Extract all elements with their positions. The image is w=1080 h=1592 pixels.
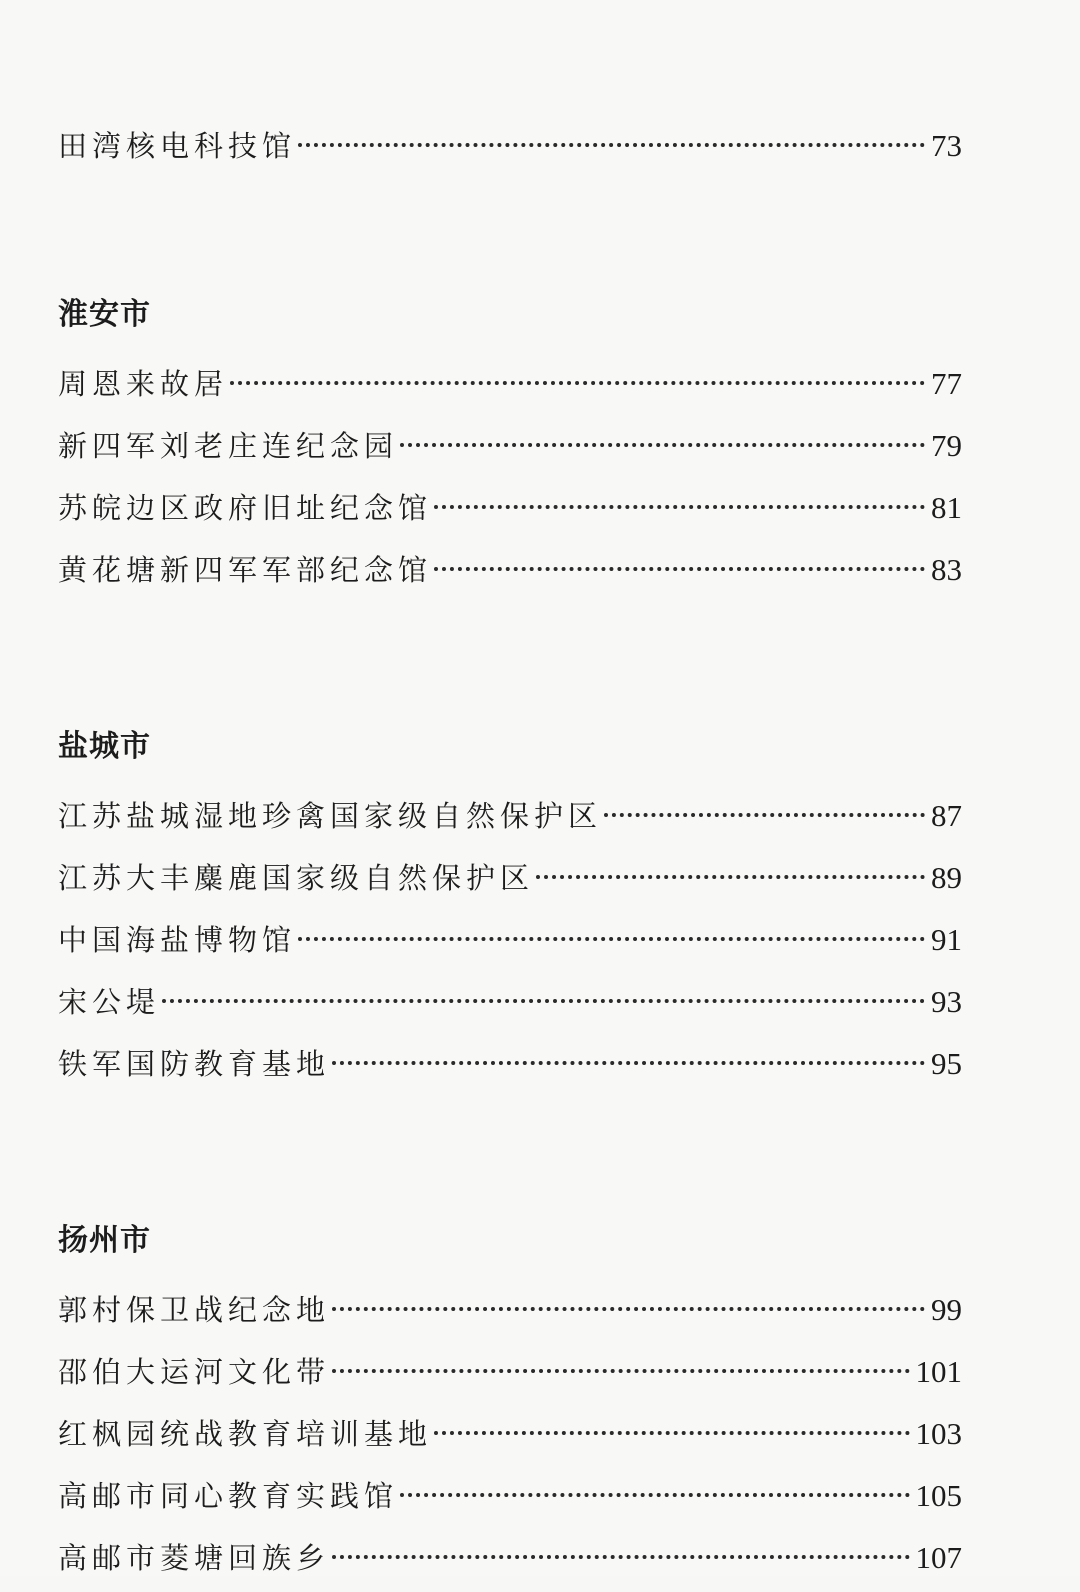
entry-title: 江苏大丰麋鹿国家级自然保护区 [58,861,535,895]
toc-entry[interactable] [58,850,962,912]
section-heading: 淮安市 [58,297,151,332]
entry-title: 高邮市菱塘回族乡 [58,1541,331,1575]
entry-page-number: 73 [931,128,962,163]
dot-leader [434,1430,909,1435]
section-spacer [58,180,962,298]
dot-leader [162,998,925,1003]
toc-section-huaian [58,298,962,604]
toc-entry[interactable] [58,418,962,480]
entry-page-number: 107 [915,1540,962,1575]
entry-title: 新四军刘老庄连纪念园 [58,429,399,463]
entry-title: 黄花塘新四军军部纪念馆 [58,553,433,587]
toc-entry[interactable] [58,480,962,542]
entry-title: 中国海盐博物馆 [58,923,297,957]
dot-leader [332,1554,909,1559]
toc-entry[interactable] [58,1344,962,1406]
entry-page-number: 89 [931,860,962,895]
toc-entry[interactable] [58,1036,962,1098]
entry-title: 江苏盐城湿地珍禽国家级自然保护区 [58,799,603,833]
dot-leader [400,442,925,447]
dot-leader [434,566,925,571]
section-heading: 盐城市 [58,729,151,764]
entry-title: 周恩来故居 [58,367,229,401]
entry-page-number: 93 [931,984,962,1019]
entry-page-number: 81 [931,490,962,525]
toc-section-yancheng [58,730,962,1098]
entry-page-number: 103 [915,1416,962,1451]
entry-page-number: 77 [931,366,962,401]
entry-page-number: 99 [931,1292,962,1327]
dot-leader [332,1060,925,1065]
toc-entry[interactable] [58,118,962,180]
entry-page-number: 87 [931,798,962,833]
section-spacer [58,604,962,730]
dot-leader [434,504,925,509]
toc-entry[interactable] [58,1406,962,1468]
entry-page-number: 79 [931,428,962,463]
entry-title: 田湾核电科技馆 [58,129,297,163]
entry-title: 铁军国防教育基地 [58,1047,331,1081]
entry-title: 红枫园统战教育培训基地 [58,1417,433,1451]
entry-title: 苏皖边区政府旧址纪念馆 [58,491,433,525]
entry-page-number: 95 [931,1046,962,1081]
toc-entry[interactable] [58,1282,962,1344]
toc-entry[interactable] [58,1468,962,1530]
toc-entry[interactable] [58,1530,962,1592]
dot-leader [400,1492,909,1497]
table-of-contents [58,118,962,1592]
dot-leader [298,936,925,941]
section-spacer [58,1098,962,1224]
section-heading: 扬州市 [58,1223,151,1258]
entry-page-number: 83 [931,552,962,587]
toc-entry[interactable] [58,912,962,974]
entry-title: 郭村保卫战纪念地 [58,1293,331,1327]
dot-leader [332,1368,909,1373]
toc-entry[interactable] [58,542,962,604]
dot-leader [604,812,925,817]
toc-entry[interactable] [58,974,962,1036]
dot-leader [332,1306,925,1311]
toc-section-yangzhou [58,1224,962,1592]
entry-title: 宋公堤 [58,985,161,1019]
entry-title: 邵伯大运河文化带 [58,1355,331,1389]
entry-page-number: 105 [915,1478,962,1513]
toc-entry[interactable] [58,356,962,418]
toc-entry[interactable] [58,788,962,850]
entry-page-number: 91 [931,922,962,957]
dot-leader [536,874,925,879]
dot-leader [298,142,925,147]
dot-leader [230,380,925,385]
entry-title: 高邮市同心教育实践馆 [58,1479,399,1513]
entry-page-number: 101 [915,1354,962,1389]
